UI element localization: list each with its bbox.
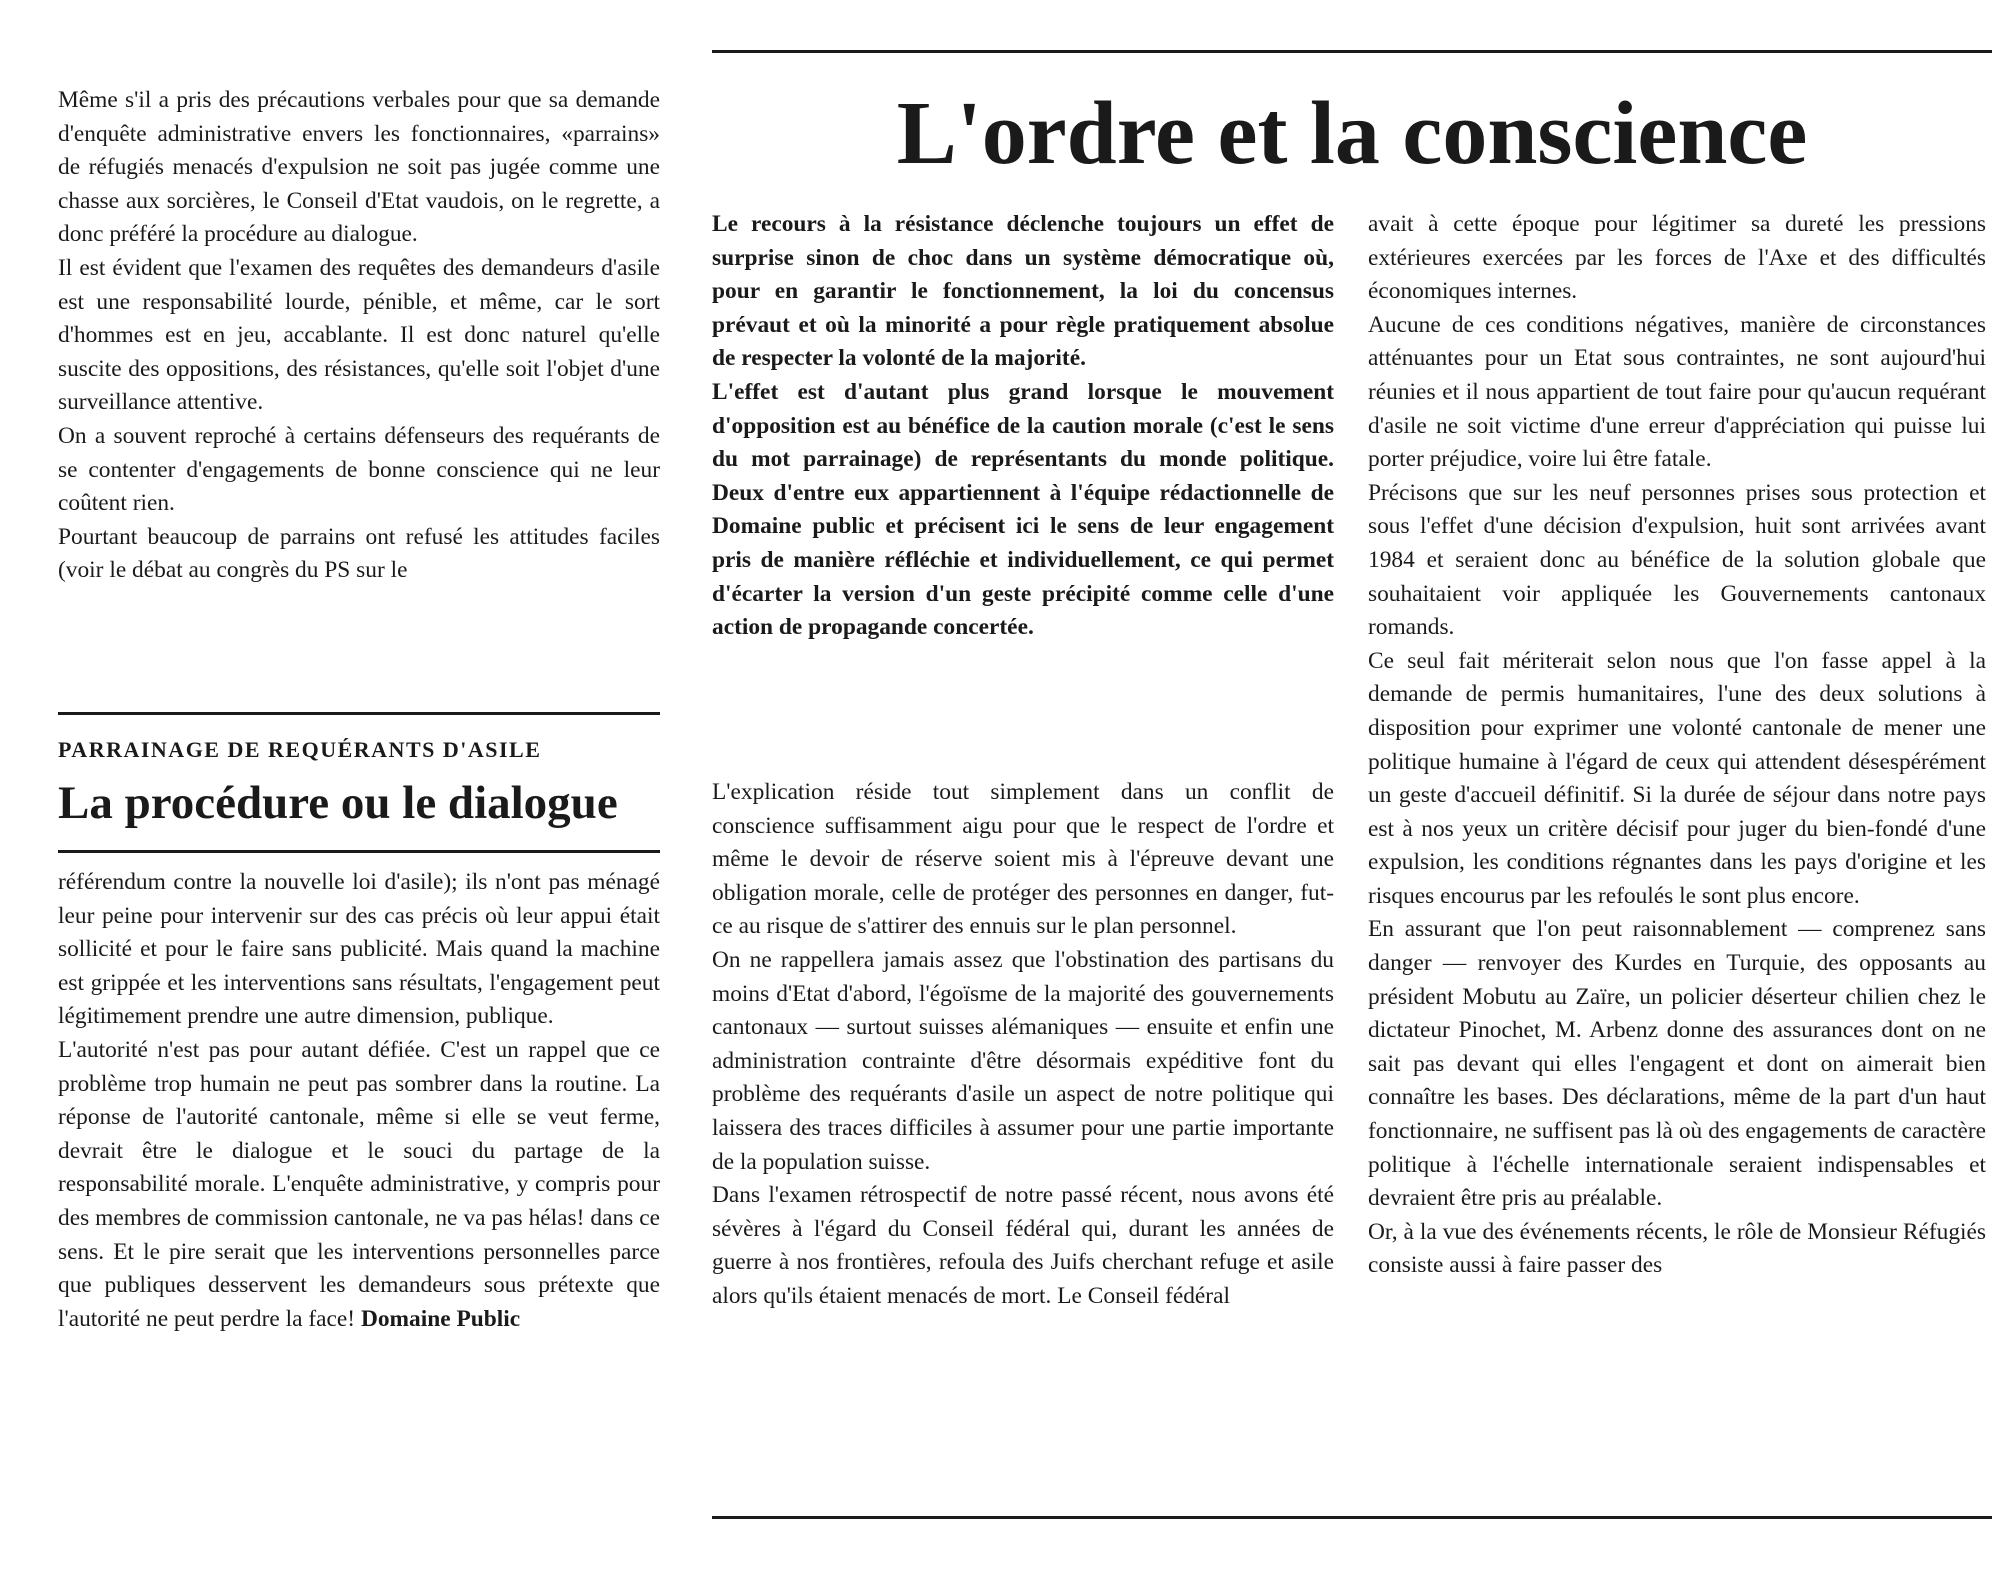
signature: Domaine Public bbox=[360, 1305, 521, 1332]
main-article-lead bbox=[712, 208, 1334, 645]
paragraph: Pourtant beaucoup de parrains ont refusé les attitudes faciles (voir le débat au congrès du PS sur le bbox=[58, 523, 660, 584]
side-article-title: La procédure ou le dialogue bbox=[58, 777, 618, 829]
paragraph: On a souvent reproché à certains défenseurs des requérants de se contenter d'engagements de bonne conscience qui ne leur coûtent rien. bbox=[58, 422, 660, 517]
paragraph: L'explication réside tout simplement dans un conflit de conscience suffisamment aigu pour que le respect de l'ordre et même le devoir de réserve soient mis à l'épreuve devant une obligation morale, celle de protéger des personnes en danger, fut-ce au risque de s'attirer des ennuis sur le plan personnel. bbox=[712, 779, 1334, 940]
paragraph: Précisons que sur les neuf personnes prises sous protection et sous l'effet d'une décision d'expulsion, huit sont arrivées avant 1984 et seraient donc au bénéfice de la solution globale que souhaitaient voir appliquée les Gouvernements cantonaux romands. bbox=[1368, 479, 1986, 641]
paragraph: Même s'il a pris des précautions verbales pour que sa demande d'enquête administrative envers les fonctionnaires, «parrains» de réfugiés menacés d'expulsion ne soit pas jugée comme une chasse aux sorcières, le Conseil d'Etat vaudois, on le regrette, a donc préféré la procédure au dialogue. bbox=[58, 87, 660, 248]
paragraph: référendum contre la nouvelle loi d'asile); ils n'ont pas ménagé leur peine pour intervenir sur des cas précis où leur appui était sollicité et pour le faire sans publicité. Mais quand la machine est grippée et les interventions sans résultats, l'engagement peut légitimement prendre une autre dimension, publique. bbox=[58, 869, 660, 1030]
paragraph: On ne rappellera jamais assez que l'obstination des partisans du moins d'Etat d'abord, l'égoïsme de la majorité des gouvernements cantonaux — surtout suisses alémaniques — ensuite et enfin une administration contrainte d'être désormais expéditive font du problème des requérants d'asile un aspect de notre politique qui laissera des traces difficiles à assumer pour une partie importante de la population suisse. bbox=[712, 946, 1334, 1175]
paragraph: Aucune de ces conditions négatives, manière de circonstances atténuantes pour un Etat sous contraintes, ne sont aujourd'hui réunies et il nous appartient de tout faire pour qu'aucun requérant d'asile ne soit victime d'une erreur d'appréciation qui puisse lui porter préjudice, voire lui être fatale. bbox=[1368, 311, 1986, 473]
paragraph: En assurant que l'on peut raisonnablement — comprenez sans danger — renvoyer des Kurdes en Turquie, des opposants au président Mobutu au Zaïre, un policier déserteur chilien chez le dictateur Pinochet, M. Arbenz donne des assurances dont on ne sait pas devant qui elles l'engagent et dont on aimerait bien connaître les bases. Des déclarations, même de la part d'un haut fonctionnaire, ne suffisent pas là où des engagements de caractère politique à l'échelle internationale seraient indispensables et devraient être pris au préalable. bbox=[1368, 916, 1986, 1212]
main-article-column-2 bbox=[1368, 208, 1986, 1283]
paragraph: Or, à la vue des événements récents, le rôle de Monsieur Réfugiés consiste aussi à faire passer des bbox=[1368, 1218, 1986, 1279]
side-article-continued bbox=[58, 866, 660, 1336]
main-article-bottom-rule bbox=[712, 1516, 1992, 1519]
side-article-top-rule bbox=[58, 712, 660, 715]
paragraph-text: L'autorité n'est pas pour autant défiée. C'est un rappel que ce problème trop humain ne peut pas sombrer dans la routine. La réponse de l'autorité cantonale, même si elle se veut ferme, devrait être le dialogue et le souci du partage de la responsabilité morale. L'enquête administrative, y compris pour des membres de commission cantonale, ne va pas hélas! dans ce sens. Et le pire serait que les interventions personnelles parce que publiques desservent les demandeurs sous prétexte que l'autorité ne peut perdre la face! bbox=[58, 1036, 660, 1332]
main-article-column-1 bbox=[712, 776, 1334, 1314]
paragraph: Dans l'examen rétrospectif de notre passé récent, nous avons été sévères à l'égard du Conseil fédéral qui, durant les années de guerre à nos frontières, refoula des Juifs cherchant refuge et asile alors qu'ils étaient menacés de mort. Le Conseil fédéral bbox=[712, 1182, 1334, 1309]
paragraph: avait à cette époque pour légitimer sa dureté les pressions extérieures exercées par les forces de l'Axe et des difficultés économiques internes. bbox=[1368, 211, 1986, 305]
lead-paragraph: L'effet est d'autant plus grand lorsque le mouvement d'opposition est au bénéfice de la caution morale (c'est le sens du mot parrainage) de représentants du monde politique. Deux d'entre eux appartiennent à l'équipe rédactionnelle de Domaine public et précisent ici le sens de leur engagement pris de manière réfléchie et individuellement, ce qui permet d'écarter la version d'un geste précipité comme celle d'une action de propagande concertée. bbox=[712, 378, 1334, 641]
paragraph bbox=[58, 1034, 660, 1336]
paragraph: Ce seul fait mériterait selon nous que l'on fasse appel à la demande de permis humanitaires, l'une des deux solutions à disposition pour exprimer une volonté cantonale de mener une politique humaine à l'égard de ceux qui attendent désespérément un geste d'accueil définitif. Si la durée de séjour dans notre pays est à nos yeux un critère décisif pour juger du bien-fondé d'une expulsion, les conditions régnantes dans les pays d'origine et les risques encourus par les refoulés le sont plus encore. bbox=[1368, 647, 1986, 909]
main-article-title: L'ordre et la conscience bbox=[896, 84, 1808, 183]
side-article-title-rule bbox=[58, 850, 660, 853]
lead-paragraph: Le recours à la résistance déclenche toujours un effet de surprise sinon de choc dans un système démocratique où, pour en garantir le fonctionnement, la loi du concensus prévaut et où la minorité a pour règle pratiquement absolue de respecter la volonté de la majorité. bbox=[712, 211, 1334, 372]
side-article-kicker: PARRAINAGE DE REQUÉRANTS D'ASILE bbox=[58, 737, 542, 762]
side-article-intro bbox=[58, 84, 660, 588]
paragraph: Il est évident que l'examen des requêtes des demandeurs d'asile est une responsabilité lourde, pénible, et même, car le sort d'hommes est en jeu, accablante. Il est donc naturel qu'elle suscite des oppositions, des résistances, qu'elle soit l'objet d'une surveillance attentive. bbox=[58, 254, 660, 416]
main-article-top-rule bbox=[712, 50, 1992, 53]
